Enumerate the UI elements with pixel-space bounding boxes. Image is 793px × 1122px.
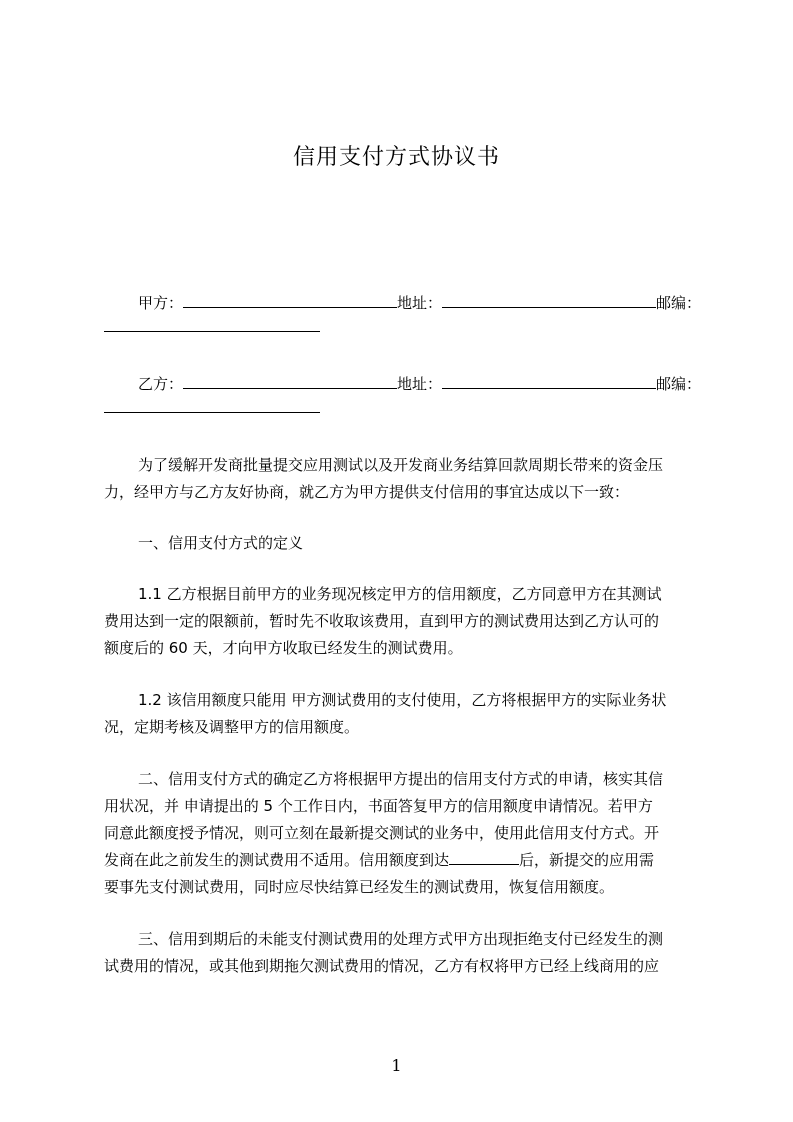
party-a-name-blank <box>183 293 397 308</box>
party-b-postal-blank <box>104 398 320 413</box>
section-3-line-2: 试费用的情况，或其他到期拖欠测试费用的情况，乙方有权将甲方已经上线商用的应 <box>104 957 660 975</box>
party-a-label: 甲方： <box>138 294 184 312</box>
party-b-name-blank <box>183 374 397 389</box>
section-1-heading: 一、信用支付方式的定义 <box>138 534 304 552</box>
party-b-label: 乙方： <box>138 375 184 393</box>
party-b-postal-label: 邮编： <box>656 375 702 393</box>
section-2-line-3: 同意此额度授予情况，则可立刻在最新提交测试的业务中，使用此信用支付方式。开 <box>104 824 660 842</box>
section-2-line-4 <box>104 849 654 871</box>
clause-1-2-line-2: 况，定期考核及调整甲方的信用额度。 <box>104 718 360 736</box>
page-number: 1 <box>391 1056 402 1075</box>
section-2-line-5: 要事先支付测试费用，同时应尽快结算已经发生的测试费用，恢复信用额度。 <box>104 878 615 896</box>
document-title: 信用支付方式协议书 <box>292 145 500 170</box>
section-3-line-1: 三、信用到期后的未能支付测试费用的处理方式甲方出现拒绝支付已经发生的测 <box>138 930 664 948</box>
intro-line-2: 力，经甲方与乙方友好协商，就乙方为甲方提供支付信用的事宜达成以下一致： <box>104 483 630 501</box>
party-a-postal-blank <box>104 317 320 332</box>
clause-1-1-line-1: 1.1 乙方根据目前甲方的业务现况核定甲方的信用额度，乙方同意甲方在其测试 <box>138 585 662 603</box>
party-a-postal-label: 邮编： <box>656 294 702 312</box>
party-b-line <box>138 373 701 395</box>
party-b-address-blank <box>442 374 656 389</box>
clause-1-2-line-1: 1.2 该信用额度只能用 甲方测试费用的支付使用，乙方将根据甲方的实际业务状 <box>138 691 667 709</box>
section-2-line-4-start: 发商在此之前发生的测试费用不适用。信用额度到达 <box>104 851 450 869</box>
party-a-line <box>138 292 701 314</box>
section-2-line-2: 用状况，并 申请提出的 5 个工作日内，书面答复甲方的信用额度申请情况。若甲方 <box>104 797 653 815</box>
section-2-line-1: 二、信用支付方式的确定乙方将根据甲方提出的信用支付方式的申请，核实其信 <box>138 770 664 788</box>
section-2-line-4-end: 后，新提交的应用需 <box>519 851 655 869</box>
party-b-postal-line <box>104 397 320 419</box>
party-a-address-blank <box>442 293 656 308</box>
party-a-address-label: 地址： <box>397 294 443 312</box>
party-a-postal-line <box>104 316 320 338</box>
party-b-address-label: 地址： <box>397 375 443 393</box>
intro-line-1: 为了缓解开发商批量提交应用测试以及开发商业务结算回款周期长带来的资金压 <box>138 456 664 474</box>
clause-1-1-line-2: 费用达到一定的限额前，暂时先不收取该费用，直到甲方的测试费用达到乙方认可的 <box>104 612 660 630</box>
clause-1-1-line-3: 额度后的 60 天，才向甲方收取已经发生的测试费用。 <box>104 639 463 657</box>
credit-limit-blank <box>449 850 519 865</box>
